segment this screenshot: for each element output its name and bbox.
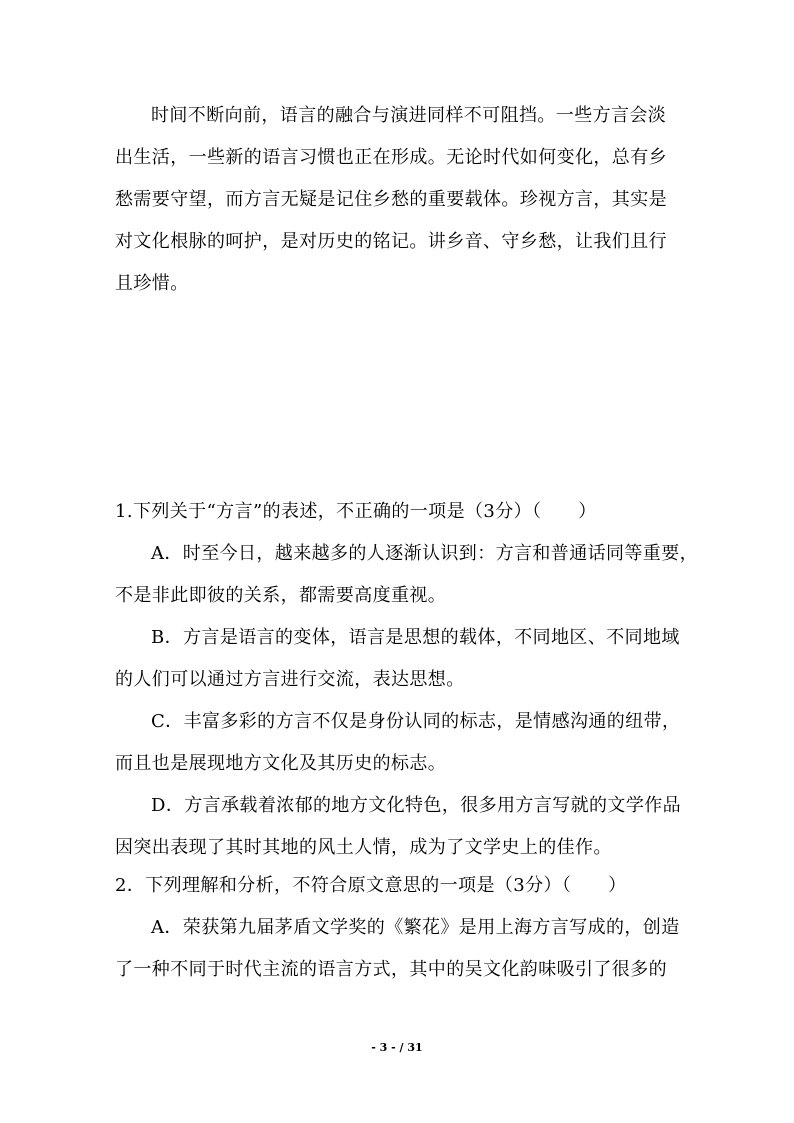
passage-line: 且珍惜。 — [115, 273, 189, 294]
question-1-option-b-line: 的人们可以通过方言进行交流，表达思想。 — [115, 669, 465, 690]
question-1-option-b-line: B．方言是语言的变体，语言是思想的载体，不同地区、不同地域 — [151, 627, 680, 648]
question-1-stem: 1.下列关于“方言”的表述，不正确的一项是（3分）（ ） — [115, 501, 597, 522]
question-2-option-a-line: A．荣获第九届茅盾文学奖的《繁花》是用上海方言写成的，创造 — [151, 917, 680, 938]
page-number: - 3 - / 31 — [371, 1041, 423, 1054]
passage-line: 时间不断向前，语言的融合与演进同样不可阻挡。一些方言会淡 — [151, 105, 667, 126]
passage-line: 愁需要守望，而方言无疑是记住乡愁的重要载体。珍视方言，其实是 — [115, 189, 667, 210]
question-1-option-d-line: D．方言承载着浓郁的地方文化特色，很多用方言写就的文学作品 — [151, 795, 682, 816]
question-1-option-d-line: 因突出表现了其时其地的风土人情，成为了文学史上的佳作。 — [115, 837, 612, 858]
passage-line: 出生活，一些新的语言习惯也正在形成。无论时代如何变化，总有乡 — [115, 147, 667, 168]
question-2-option-a-line: 了一种不同于时代主流的语言方式，其中的吴文化韵味吸引了很多的 — [115, 959, 667, 980]
question-1-option-c-line: C．丰富多彩的方言不仅是身份认同的标志，是情感沟通的纽带， — [151, 711, 681, 732]
passage-line: 对文化根脉的呵护，是对历史的铭记。讲乡音、守乡愁，让我们且行 — [115, 231, 667, 252]
question-1-option-c-line: 而且也是展现地方文化及其历史的标志。 — [115, 753, 447, 774]
question-2-stem: 2．下列理解和分析，不符合原文意思的一项是（3分）（ ） — [115, 875, 627, 896]
question-1-option-a-line: A．时至今日，越来越多的人逐渐认识到：方言和普通话同等重要， — [151, 543, 698, 564]
question-1-option-a-line: 不是非此即彼的关系，都需要高度重视。 — [115, 585, 447, 606]
